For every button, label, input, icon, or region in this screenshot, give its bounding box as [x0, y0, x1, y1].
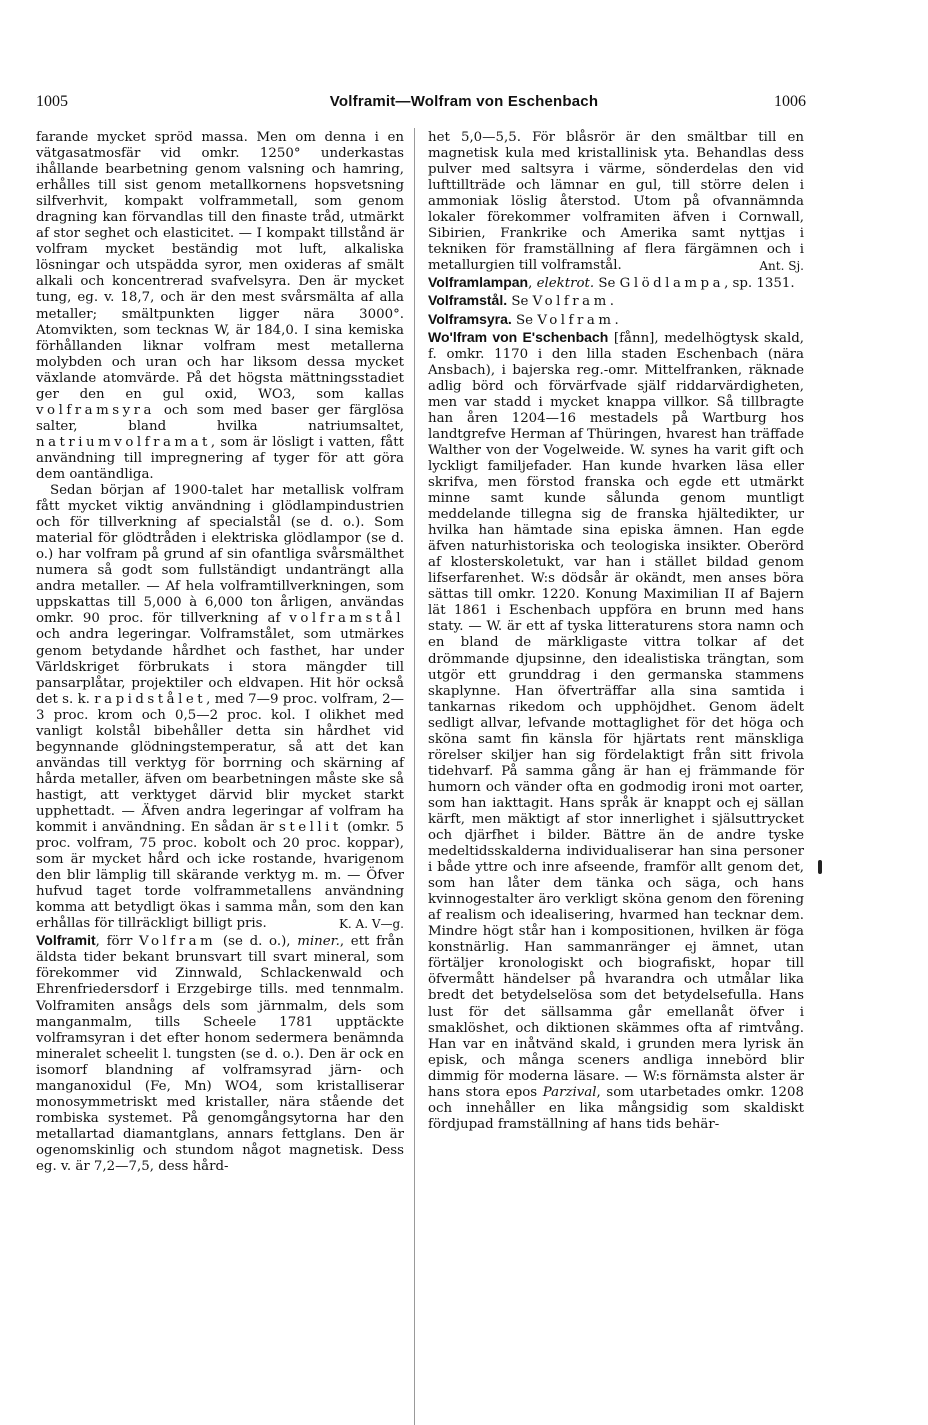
- paragraph: [36, 130, 404, 483]
- spaced-term: stellit: [279, 820, 342, 836]
- entry-volframit: [36, 932, 404, 1175]
- spaced-term: natriumvolframat: [36, 434, 211, 450]
- cross-reference: Volfram: [532, 294, 610, 310]
- running-title: Volframit—Wolfram von Eschenbach: [329, 93, 599, 110]
- text: , som är lösligt i vatten, fått användning till impregnering af tyger för att göra dem oantändliga.: [36, 434, 404, 482]
- text: (omkr. 5 proc. volfram, 75 proc. kobolt och 20 proc. koppar), som är mycket hård och icke rostande, hvarigenom den blir lämplig till skärande verktyg m. m. — Öfver hufvud taget torde volframmetallens användning komma att betydligt ökas i samma mån, som den kan erhållas för tillräckligt billigt pris.: [36, 820, 404, 932]
- author-signature: K. A. V—g.: [338, 917, 404, 932]
- page-number-left: 1005: [36, 93, 68, 110]
- text: , ett från äldsta tider bekant brunsvart till svart mineral, som förekommer vid Zinnwald, Schlackenwald och Ehrenfriedersdorf i Erzgebirge tills. med tennmalm. Volframiten ansågs dels som järnmalm, dels som manganmalm, tills Scheele 1781 upptäckte volframsyran i det efter honom sedermera benämnda mineralet scheelit l. tungsten (se d. o.). Den är ock en isomorf blandning af volframsyrad järn- och manganoxidul (Fe, Mn) WO4, som kristalliserar monosymmetriskt med kristaller, nära stående det rombiska systemet. På genomgångsytorna har den metallartad diamantglans, annars fettglans. Den är ogenomskinlig och stundom något magnetisk. Dess eg. v. är 7,2—7,5, dess hård-: [36, 934, 404, 1174]
- entry-volframsyra: [428, 311, 804, 329]
- spaced-term: Volfram: [139, 934, 217, 950]
- right-column: [428, 130, 804, 1133]
- text: Sedan början af 1900-talet har metallisk volfram fått mycket viktig användning i glödlampindustrien och för tillverkning af specialstål (se d. o.). Som material för glödtråden i elektriska glödlampor (se d. o.) har volfram på grund af sin ofantliga svårsmälthet numera så godt som fullständigt undanträngt alla andra metaller. — Af hela volframtillverkningen, som uppskattas till 5,000 à 6,000 ton årligen, användas omkr. 90 proc. för tillverkning af: [36, 483, 404, 627]
- headword: Wo'lfram von E'schenbach: [428, 328, 609, 345]
- text: , förr: [95, 934, 133, 950]
- work-title: Parzival: [542, 1084, 597, 1100]
- text: och som med baser ger färglösa salter, bland hvilka natriumsaltet,: [36, 402, 404, 434]
- entry-wolfram-von-eschenbach: [428, 329, 804, 1133]
- text: Se: [511, 294, 529, 310]
- spaced-term: rapidstålet: [94, 691, 207, 707]
- headword: Volframlampan: [428, 274, 529, 291]
- author-signature: Ant. Sj.: [759, 259, 804, 274]
- text: Se: [598, 276, 616, 292]
- paragraph: [428, 130, 804, 274]
- page-number-right: 1006: [774, 93, 806, 110]
- text: .: [609, 294, 615, 310]
- text: och andra legeringar. Volframstålet, som utmärkes genom betydande hårdhet och fasthet, har under Världskriget förbrukats i stora mängder till pansarplåtar, projektiler och eldvapen. Hit hör också det s. k.: [36, 627, 404, 707]
- paragraph: [36, 483, 404, 932]
- text: Se: [516, 312, 534, 328]
- headword: Volframsyra.: [428, 310, 512, 327]
- entry-volframlampan: Volframlampan, elektrot. Se Glödlampa, sp. 1351.: [428, 274, 795, 292]
- text: , med 7—9 proc. volfram, 2—3 proc. krom och 0,5—2 proc. kol. I olikhet med vanligt kolstål bibehåller detta sin hårdhet vid begynnande glödningstemperatur, så att det kan användas till verktyg för borrning och skärning af hårda metaller, äfven om bearbetningen måste ske så hastigt, att verktyget därvid blir mycket starkt upphettadt. — Äfven andra legeringar af volfram ha kommit i användning. En sådan är: [36, 691, 405, 836]
- text: het 5,0—5,5. För blåsrör är den smältbar till en magnetisk kula med kristallinisk yta. Behandlas dess pulver med saltsyra i värme, sönderdelas den vid lufttillträde och lämnar en gul, till större delen i ammoniak löslig återstod. Utom på ofvannämnda lokaler förekommer volframiten äfven i Cornwall, Sibirien, Frankrike och Amerika samt nyttjas i tekniken för framställning af flera färgämnen och i metallurgien till volframstål.: [428, 130, 804, 274]
- cross-reference: Volfram: [537, 312, 615, 328]
- field-label: miner.: [297, 934, 340, 950]
- text: , sp. 1351.: [724, 276, 795, 292]
- cross-reference: Glödlampa: [619, 276, 725, 292]
- entry-volframstal: [428, 292, 804, 310]
- text: [fånn], medelhögtysk skald, f. omkr. 1170 i den lilla staden Eschenbach (nära Ansbach), i bajerska reg.-omr. Mittelfranken, räknade adlig börd och förvärfvade själf riddarvärdigheten, men var stadd i mycket knappa villkor. Så tillbragte han åren 1204—16 mestadels på Wartburg hos landtgrefve Herman af Thüringen, hvarest han träffade Walther von der Vogelweide. W. synes ha varit gift och lyckligt familjefader. Han kunde hvarken läsa eller skrifva, men förstod franska och egde ett utmärkt minne samt kunde sålunda genom muntligt meddelande tillegna sig de franska hjältedikter, ur hvilka han hämtade sina episka ämnen. Han egde äfven naturhistoriska och teologiska insikter. Oberörd af klosterskoletukt, var han i stället bildad genom lifserfarenhet. W:s dödsår är okändt, men anses böra sättas till omkr. 1220. Konung Maximilian II af Bajern lät 1861 i Eschenbach uppföra en brunn med hans staty. — W. är ett af tyska litteraturens stora namn och en bland de märkligaste vittra tolkar af det drömmande djupsinne, den idealistiska trängtan, som utgör ett grunddrag i den germanska stammens skaplynne. Han öfverträffar alla sina samtida i tankarnas rikedom och upphöjdhet. Genom ädelt sedligt allvar, lefvande mottaglighet för det höga och sköna samt fin känsla för hjärtats rent mänskliga rörelser skiljer han sig fördelaktigt från sitt frivola tidehvarf. På samma gång är han ej främmande för humorn och vänder ofta en godmodig ironi mot oarter, som han iakttagit. Hans språk är knappt och ej sällan kärft, men mäktigt af stor innerlighet i själsuttrycket och djärfhet i bilder. Bättre än de andre tyske medeltidsskalderna individualiserar han sina personer i både yttre och inre afseende, framför allt genom det, som han låter dem tänka och säga, och hans kvinnogestalter äro verkligt sköna genom den förening af realism och idealisering, hvarmed han tecknar dem. Mindre högt står han i kompositionen, hvilken är föga konstnärlig. Han sammanränger ej ämnet, utan förtäljer kronologiskt och biografiskt, hopar till öfvermått händelser på hvarandra och utmålar lika bredt det betydelselösa som det betydelsefulla. Hans lust för det sällsamma går emellanåt öfver i smaklöshet, och diktionen skämmes ofta af rimtvång. Han var en inåtvänd skald, i grunden mera lyrisk än episk, och många sceners andliga innebörd blir dimmig för moderna läsare. — W:s förnämsta alster är hans stora epos: [428, 330, 804, 1100]
- text: .: [614, 312, 619, 328]
- page-header: [0, 93, 928, 115]
- field-label: elektrot.: [536, 276, 595, 292]
- headword: Volframstål.: [428, 292, 508, 309]
- text: , som utarbetades omkr. 1208 och innehåller en lika mångsidig som skaldiskt fördjupad framställning af hans tids behär-: [428, 1084, 804, 1132]
- headword: Volframit: [36, 932, 96, 949]
- left-column: [36, 130, 404, 1175]
- text: (se d. o.),: [222, 934, 291, 950]
- spaced-term: volframsyra: [36, 402, 155, 418]
- margin-mark: [818, 860, 822, 874]
- spaced-term: volframstål: [289, 611, 404, 627]
- text: farande mycket spröd massa. Men om denna i en vätgasatmosfär vid omkr. 1250° underkastas ihållande bearbetning genom valsning och hamring, erhålles till sist genom metallkornens hopsvetsning silfverhvit, kompakt volframmetall, som genom dragning kan förvandlas till den finaste tråd, utmärkt af stor seghet och elasticitet. — I kompakt tillstånd är volfram mycket beständig mot luft, alkaliska lösningar och utspädda syror, men oxideras af smält alkali och koncentrerad svafvelsyra. Den är mycket tung, eg. v. 18,7, och är den mest svårsmälta af alla metaller; smältpunkten ligger nära 3000°. Atomvikten, som tecknas W, är 184,0. I sina kemiska förhållanden liknar volfram mest metallerna molybden och uran och har liksom dessa mycket växlande atomvärde. På det högsta mättningsstadiet ger den en gul oxid, WO3, som kallas: [36, 130, 404, 402]
- column-divider: [414, 128, 415, 1425]
